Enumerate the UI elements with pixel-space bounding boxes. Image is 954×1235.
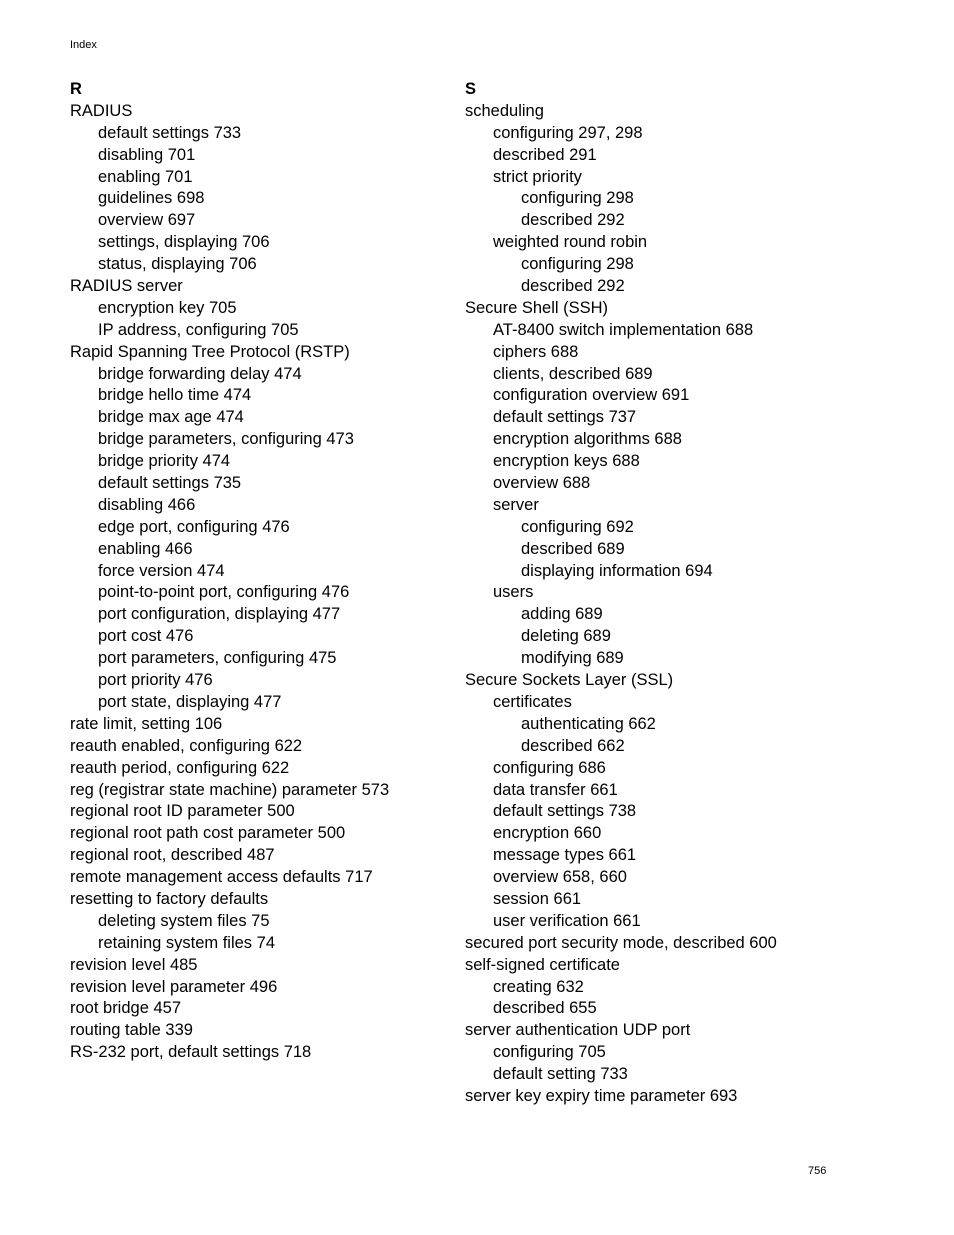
section-letter: S (465, 80, 477, 98)
index-entry: session 661 (493, 889, 582, 908)
index-entry: reauth enabled, configuring 622 (70, 736, 303, 755)
index-entry: settings, displaying 706 (98, 233, 270, 252)
index-entry: secured port security mode, described 600 (465, 933, 777, 952)
index-entry: regional root ID parameter 500 (70, 802, 295, 821)
index-entry: certificates (493, 692, 572, 711)
index-entry: configuring 692 (521, 517, 634, 536)
index-entry: adding 689 (521, 605, 603, 624)
index-entry: bridge max age 474 (98, 408, 244, 427)
index-entry: configuration overview 691 (493, 386, 690, 405)
index-entry: Secure Sockets Layer (SSL) (465, 671, 674, 690)
index-entry: default settings 737 (493, 408, 637, 427)
index-entry: users (493, 583, 534, 602)
index-entry: overview 697 (98, 211, 196, 230)
index-entry: reauth period, configuring 622 (70, 758, 290, 777)
index-entry: bridge priority 474 (98, 452, 231, 471)
index-entry: described 655 (493, 999, 597, 1018)
index-column-r (70, 79, 455, 1064)
index-entry: revision level parameter 496 (70, 977, 278, 996)
index-entry: enabling 466 (98, 539, 193, 558)
index-entry: configuring 686 (493, 758, 606, 777)
index-entry: Secure Shell (SSH) (465, 298, 609, 317)
index-entry: server authentication UDP port (465, 1021, 691, 1040)
index-entry: described 292 (521, 277, 625, 296)
index-entry: overview 688 (493, 474, 591, 493)
index-entry: described 662 (521, 736, 625, 755)
index-entry-list (70, 101, 455, 1064)
index-entry: bridge hello time 474 (98, 386, 252, 405)
index-entry: bridge parameters, configuring 473 (98, 430, 354, 449)
index-entry: message types 661 (493, 846, 637, 865)
index-entry: port cost 476 (98, 627, 194, 646)
index-entry: encryption algorithms 688 (493, 430, 682, 449)
index-entry: point-to-point port, configuring 476 (98, 583, 350, 602)
index-entry: self-signed certificate (465, 955, 620, 974)
index-entry: server key expiry time parameter 693 (465, 1086, 738, 1105)
index-entry: revision level 485 (70, 955, 198, 974)
index-entry: configuring 298 (521, 189, 634, 208)
index-entry: routing table 339 (70, 1021, 193, 1040)
index-entry: edge port, configuring 476 (98, 517, 290, 536)
index-entry: ciphers 688 (493, 342, 579, 361)
index-entry: data transfer 661 (493, 780, 618, 799)
index-entry: user verification 661 (493, 911, 641, 930)
index-entry: port priority 476 (98, 671, 213, 690)
index-entry: encryption key 705 (98, 298, 237, 317)
index-column-s (465, 79, 885, 1108)
index-entry: default setting 733 (493, 1065, 628, 1084)
index-entry-list (465, 101, 885, 1108)
index-entry: RS-232 port, default settings 718 (70, 1043, 312, 1062)
index-entry: regional root path cost parameter 500 (70, 824, 346, 843)
section-letter: R (70, 80, 82, 98)
index-entry: configuring 298 (521, 255, 634, 274)
index-entry: AT-8400 switch implementation 688 (493, 320, 754, 339)
index-entry: strict priority (493, 167, 582, 186)
index-entry: weighted round robin (493, 233, 648, 252)
index-entry: reg (registrar state machine) parameter 573 (70, 780, 390, 799)
index-entry: configuring 297, 298 (493, 123, 643, 142)
index-entry: resetting to factory defaults (70, 889, 269, 908)
index-entry: disabling 466 (98, 495, 196, 514)
index-entry: described 689 (521, 539, 625, 558)
index-entry: default settings 738 (493, 802, 637, 821)
index-entry: creating 632 (493, 977, 584, 996)
index-entry: force version 474 (98, 561, 225, 580)
index-entry: modifying 689 (521, 649, 624, 668)
index-entry: clients, described 689 (493, 364, 653, 383)
index-entry: authenticating 662 (521, 714, 656, 733)
index-entry: regional root, described 487 (70, 846, 275, 865)
index-entry: default settings 735 (98, 474, 242, 493)
index-entry: described 291 (493, 145, 597, 164)
index-entry: encryption keys 688 (493, 452, 640, 471)
index-entry: guidelines 698 (98, 189, 205, 208)
index-entry: status, displaying 706 (98, 255, 257, 274)
index-entry: RADIUS server (70, 277, 183, 296)
index-entry: disabling 701 (98, 145, 196, 164)
index-entry: Rapid Spanning Tree Protocol (RSTP) (70, 342, 350, 361)
index-entry: default settings 733 (98, 123, 242, 142)
index-entry: root bridge 457 (70, 999, 181, 1018)
index-entry: described 292 (521, 211, 625, 230)
index-entry: retaining system files 74 (98, 933, 275, 952)
index-entry: bridge forwarding delay 474 (98, 364, 302, 383)
index-entry: displaying information 694 (521, 561, 713, 580)
page-number: 756 (808, 1165, 827, 1177)
index-entry: port parameters, configuring 475 (98, 649, 337, 668)
index-entry: overview 658, 660 (493, 868, 627, 887)
index-entry: scheduling (465, 101, 544, 120)
index-entry: remote management access defaults 717 (70, 868, 373, 887)
index-entry: deleting 689 (521, 627, 611, 646)
index-entry: enabling 701 (98, 167, 193, 186)
index-entry: encryption 660 (493, 824, 602, 843)
index-entry: IP address, configuring 705 (98, 320, 299, 339)
index-entry: port configuration, displaying 477 (98, 605, 341, 624)
index-entry: port state, displaying 477 (98, 692, 282, 711)
index-entry: server (493, 495, 539, 514)
index-entry: deleting system files 75 (98, 911, 270, 930)
index-entry: RADIUS (70, 101, 133, 120)
index-entry: rate limit, setting 106 (70, 714, 223, 733)
running-head: Index (70, 39, 97, 51)
index-entry: configuring 705 (493, 1043, 606, 1062)
